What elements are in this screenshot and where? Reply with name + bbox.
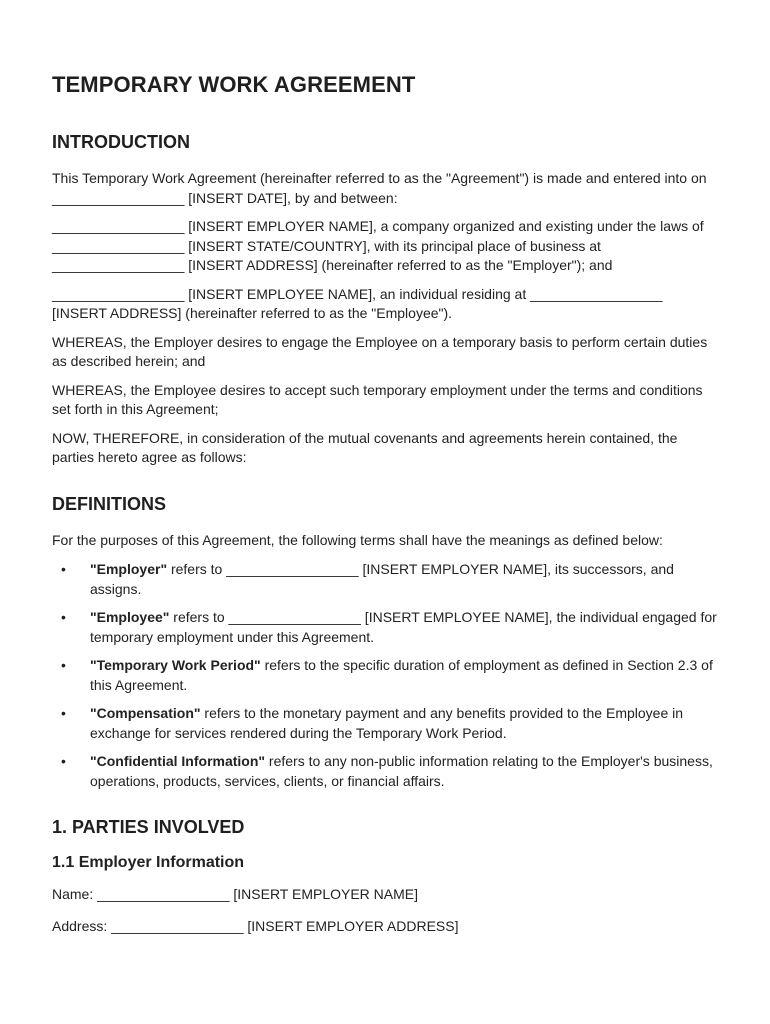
introduction-section — [52, 132, 718, 468]
definitions-section — [52, 494, 718, 792]
intro-paragraph-1: This Temporary Work Agreement (hereinafter referred to as the "Agreement") is made and entered into on _________________ [INSERT DATE], by and between: — [52, 170, 707, 206]
bullet-icon: • — [61, 657, 66, 673]
employer-address-line: Address: _________________ [INSERT EMPLOYER ADDRESS] — [52, 917, 459, 934]
definition-item — [52, 656, 718, 695]
bullet-icon: • — [61, 609, 66, 625]
intro-paragraph-2: _________________ [INSERT EMPLOYER NAME], a company organized and existing under the laws of _________________ [INSERT STATE/COUNTRY], with its principal place of business at _________________ [INSERT ADDRESS] (hereinafter referred to as the "Employer"); and — [52, 218, 704, 273]
bullet-icon: • — [61, 753, 66, 769]
parties-heading: 1. PARTIES INVOLVED — [52, 817, 245, 837]
definition-item — [52, 560, 718, 599]
employer-name-line: Name: _________________ [INSERT EMPLOYER NAME] — [52, 886, 419, 902]
parties-section — [52, 817, 718, 936]
definition-text: refers to _________________ [INSERT EMPLOYEE NAME], the individual engaged for temporary employment under this Agreement. — [90, 609, 717, 645]
definition-item — [52, 608, 718, 647]
definition-term: "Confidential Information" — [90, 753, 266, 769]
definition-term: "Temporary Work Period" — [90, 657, 261, 673]
employer-info-heading: 1.1 Employer Information — [52, 854, 245, 871]
intro-paragraph-3: _________________ [INSERT EMPLOYEE NAME], an individual residing at _________________ [INSERT ADDRESS] (hereinafter referred to as the "Employee"). — [52, 285, 663, 321]
intro-paragraph-4: WHEREAS, the Employer desires to engage the Employee on a temporary basis to perform certain duties as described herein; and — [52, 333, 708, 369]
bullet-icon: • — [61, 561, 66, 577]
definitions-list — [52, 560, 718, 791]
definition-item — [52, 752, 718, 791]
bullet-icon: • — [61, 705, 66, 721]
intro-paragraph-5: WHEREAS, the Employee desires to accept such temporary employment under the terms and conditions set forth in this Agreement; — [52, 381, 703, 417]
document-title: TEMPORARY WORK AGREEMENT — [52, 72, 416, 97]
definition-text: refers to any non-public information relating to the Employer's business, operations, products, services, clients, or financial affairs. — [90, 753, 713, 789]
definition-term: "Employee" — [90, 609, 170, 625]
definition-text: refers to _________________ [INSERT EMPLOYER NAME], its successors, and assigns. — [90, 561, 674, 597]
definition-term: "Compensation" — [90, 705, 201, 721]
definitions-heading: DEFINITIONS — [52, 493, 167, 514]
definition-text: refers to the specific duration of employment as defined in Section 2.3 of this Agreement. — [90, 657, 713, 693]
definition-term: "Employer" — [90, 561, 168, 577]
definition-item — [52, 704, 718, 743]
introduction-heading: INTRODUCTION — [52, 132, 190, 152]
definitions-intro: For the purposes of this Agreement, the following terms shall have the meanings as defined below: — [52, 531, 663, 548]
intro-paragraph-6: NOW, THEREFORE, in consideration of the mutual covenants and agreements herein contained, the parties hereto agree as follows: — [52, 429, 678, 465]
definition-text: refers to the monetary payment and any benefits provided to the Employee in exchange for services rendered during the Temporary Work Period. — [90, 705, 684, 741]
